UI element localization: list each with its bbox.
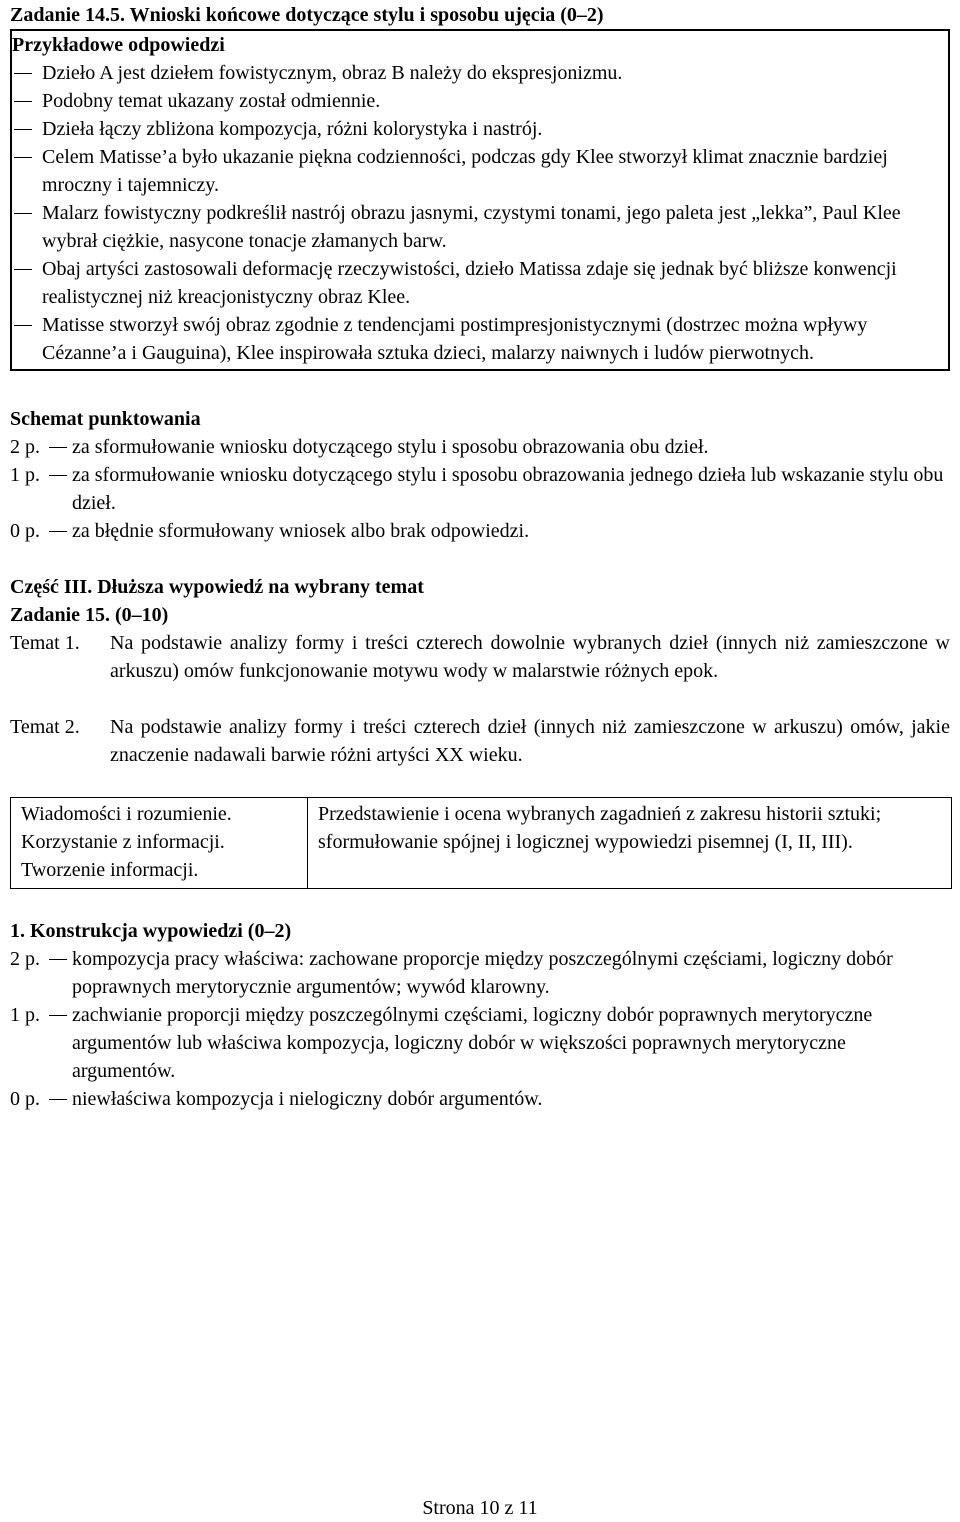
points-label: 0 p.: [10, 520, 40, 542]
answer-item: Matisse stworzył swój obraz zgodnie z tendencjami postimpresjonistycznymi (dostrzec można wpływy Cézanne’a i Gauguina), Klee inspirowała sztuka dzieci, malarzy naiwnych i ludów pierwotnych.: [12, 311, 940, 367]
topic-label: Temat 1.: [10, 632, 80, 654]
example-answers-heading: Przykładowe odpowiedzi: [12, 34, 225, 56]
answer-item: Malarz fowistyczny podkreślił nastrój obrazu jasnymi, czystymi tonami, jego paleta jest „lekka”, Paul Klee wybrał ciężkie, nasycone tonacje złamanych barw.: [12, 199, 940, 255]
skills-table: [10, 797, 952, 889]
points-label: 2 p.: [10, 436, 40, 458]
scoring-line: [10, 433, 950, 461]
answer-item: Dzieła łączy zbliżona kompozycja, różni kolorystyka i nastrój.: [12, 115, 940, 143]
skill-category: Korzystanie z informacji.: [21, 831, 225, 853]
scoring-text: za błędnie sformułowany wniosek albo brak odpowiedzi.: [72, 520, 530, 542]
points-label: 2 p.: [10, 948, 40, 970]
construction-text: zachwianie proporcji między poszczególnymi częściami, logiczny dobór poprawnych merytoryczne argumentów lub właściwa kompozycja, logiczny dobór w większości poprawnych merytoryczne argumentów.: [72, 1004, 873, 1082]
points-label: 1 p.: [10, 464, 40, 486]
scoring-line: [10, 461, 950, 517]
construction-text: kompozycja pracy właściwa: zachowane proporcje między poszczególnymi częściami, logiczny dobór poprawnych merytorycznie argumentów; wywód klarowny.: [72, 948, 893, 998]
construction-line: [10, 1001, 950, 1085]
task-title: Zadanie 14.5. Wnioski końcowe dotyczące stylu i sposobu ujęcia (0–2): [10, 4, 604, 26]
points-label: 0 p.: [10, 1088, 40, 1110]
points-label: 1 p.: [10, 1004, 40, 1026]
skill-category: Wiadomości i rozumienie.: [21, 803, 232, 825]
construction-line: [10, 1085, 950, 1113]
skills-description-cell: Przedstawienie i ocena wybranych zagadnień z zakresu historii sztuki; sformułowanie spójnej i logicznej wypowiedzi pisemnej (I, II, III).: [308, 798, 952, 889]
scoring-text: za sformułowanie wniosku dotyczącego stylu i sposobu obrazowania jednego dzieła lub wskazanie stylu obu dzieł.: [72, 464, 944, 514]
example-answers-box: [10, 29, 950, 371]
answer-item: Dzieło A jest dziełem fowistycznym, obraz B należy do ekspresjonizmu.: [12, 59, 940, 87]
document-page: [10, 0, 950, 1113]
answer-item: Celem Matisse’a było ukazanie piękna codzienności, podczas gdy Klee stworzył klimat znacznie bardziej mroczny i tajemniczy.: [12, 143, 940, 199]
construction-line: [10, 945, 950, 1001]
scoring-heading: Schemat punktowania: [10, 408, 201, 430]
task15-heading: Zadanie 15. (0–10): [10, 604, 169, 626]
construction-heading: 1. Konstrukcja wypowiedzi (0–2): [10, 920, 292, 942]
page-footer: Strona 10 z 11: [422, 1497, 538, 1519]
scoring-text: za sformułowanie wniosku dotyczącego stylu i sposobu obrazowania obu dzieł.: [72, 436, 709, 458]
skill-category: Tworzenie informacji.: [21, 859, 199, 881]
answer-item: Obaj artyści zastosowali deformację rzeczywistości, dzieło Matissa zdaje się jednak być bliższe konwencji realistycznej niż kreacjonistyczny obraz Klee.: [12, 255, 940, 311]
topic-2: [10, 713, 950, 769]
part-heading: Część III. Dłuższa wypowiedź na wybrany temat: [10, 576, 424, 598]
construction-text: niewłaściwa kompozycja i nielogiczny dobór argumentów.: [72, 1088, 543, 1110]
topic-1: [10, 629, 950, 685]
topic-text: Na podstawie analizy formy i treści czterech dowolnie wybranych dzieł (innych niż zamieszczone w arkuszu) omów funkcjonowanie motywu wody w malarstwie różnych epok.: [110, 632, 950, 682]
scoring-line: [10, 517, 950, 545]
topic-text: Na podstawie analizy formy i treści czterech dzieł (innych niż zamieszczone w arkuszu) omów, jakie znaczenie nadawali barwie różni artyści XX wieku.: [110, 716, 950, 766]
skills-category-cell: [11, 798, 308, 889]
answer-item: Podobny temat ukazany został odmiennie.: [12, 87, 940, 115]
topic-label: Temat 2.: [10, 716, 80, 738]
